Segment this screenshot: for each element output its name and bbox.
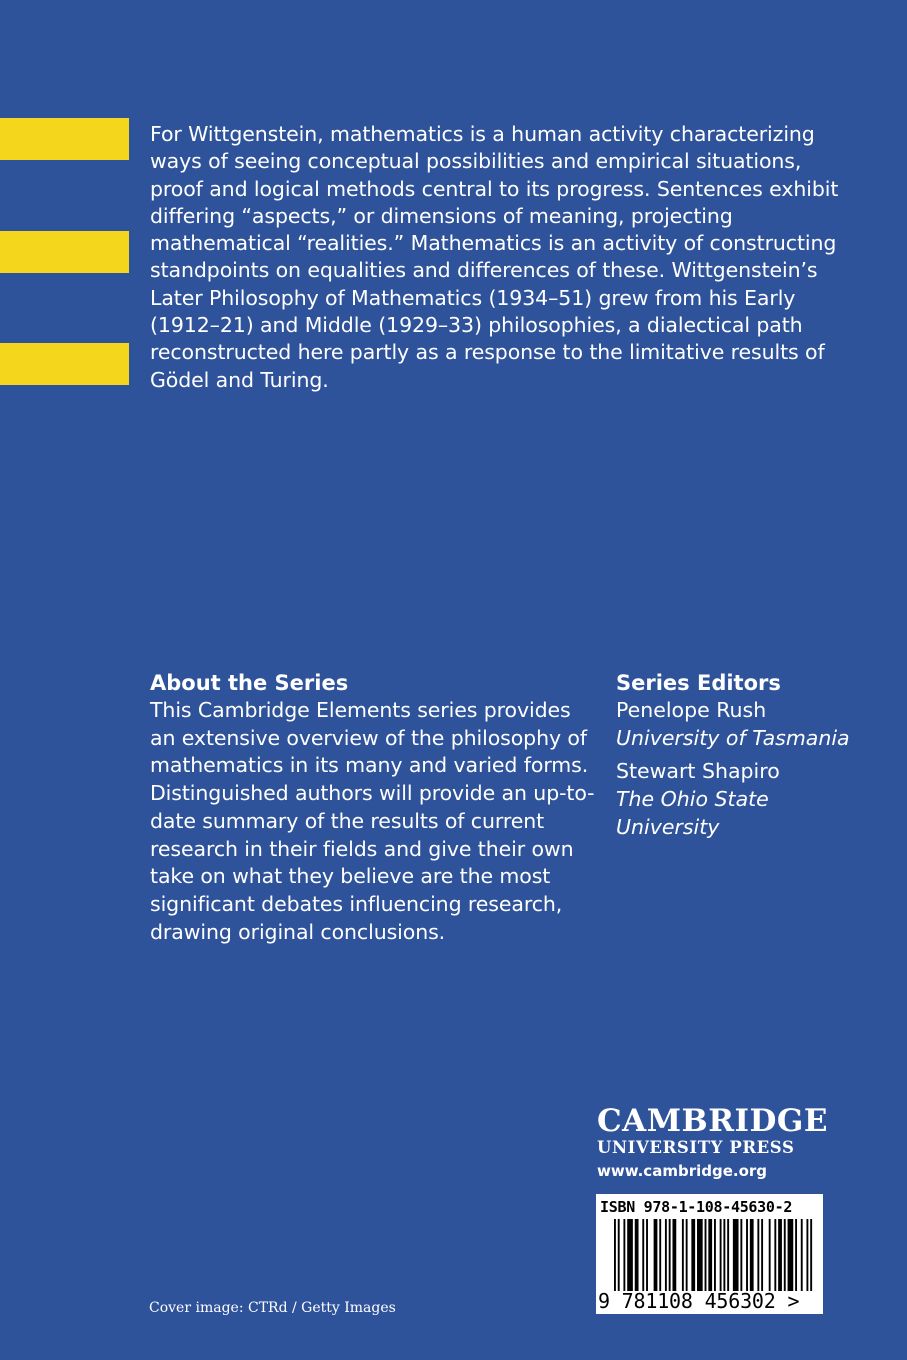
barcode-number: 9 781108 456302 > (598, 1289, 800, 1313)
barcode-bar (788, 1219, 794, 1291)
barcode-bar (720, 1219, 722, 1291)
book-blurb: For Wittgenstein, mathematics is a human activity characterizing ways of seeing conceptual possibilities and empirical situations, proof and logical methods central to its progress. Sentences exhibit differing “aspects,” or dimensions of meaning, projecting mathematical “realities.” Mathematics is an activity of constructing standpoints on equalities and differences of these. Wittgenstein’s Later Philosophy of Mathematics (1934–51) grew from his Early (1912–21) and Middle (1929–33) philosophies, a dialectical path reconstructed here partly as a response to the limitative results of Gödel and Turing. (150, 122, 839, 392)
isbn-barcode (596, 1194, 823, 1314)
cover-image-credit: Cover image: CTRd / Getty Images (149, 1300, 396, 1316)
barcode-bar (669, 1219, 671, 1291)
barcode-bar (733, 1219, 739, 1291)
about-series-text: This Cambridge Elements series provides an extensive overview of the philosophy of mathematics in its many and varied forms. Distinguished authors will provide an up-to-date summary of the results of current research in their fields and give their own take on what they believe are the most significant debates influencing research, drawing original conclusions. (150, 698, 595, 944)
barcode-bar (665, 1219, 667, 1291)
yellow-stripe-2 (0, 231, 129, 273)
barcode-bar (705, 1219, 707, 1291)
barcode-bar (654, 1219, 658, 1291)
barcode-bar (723, 1219, 725, 1291)
barcode-bar (691, 1219, 695, 1291)
barcode-bar (778, 1219, 782, 1291)
barcode-bar (806, 1219, 808, 1291)
barcode-bar (697, 1219, 703, 1291)
barcode-bar (727, 1219, 729, 1291)
barcode-bar (686, 1219, 688, 1291)
barcode-bar (761, 1219, 763, 1291)
editor-affiliation: University of Tasmania (616, 725, 850, 750)
barcode-bar (774, 1219, 776, 1291)
barcode-bar (795, 1219, 797, 1291)
editor-name: Penelope Rush (616, 698, 767, 722)
publisher-name: CAMBRIDGE (597, 1103, 828, 1139)
yellow-stripe-1 (0, 118, 129, 160)
barcode-bar (740, 1219, 742, 1291)
isbn-label: ISBN 978-1-108-45630-2 (600, 1198, 793, 1216)
barcode-bar (646, 1219, 648, 1291)
barcode-bar (672, 1219, 676, 1291)
about-series-heading: About the Series (150, 671, 349, 695)
barcode-bar (614, 1219, 616, 1291)
yellow-stripe-3 (0, 343, 129, 385)
publisher-url: www.cambridge.org (597, 1162, 768, 1180)
series-editors-section (616, 669, 856, 848)
barcode-bar (623, 1219, 625, 1291)
barcode-bar (810, 1219, 812, 1291)
barcode-bar (708, 1219, 712, 1291)
barcode-bar (635, 1219, 639, 1291)
barcode-bar (642, 1219, 644, 1291)
barcode-bar (659, 1219, 661, 1291)
barcode-bar (627, 1219, 633, 1291)
barcode-bar (746, 1219, 748, 1291)
barcode-bar (784, 1219, 786, 1291)
barcode-bar (769, 1219, 771, 1291)
barcode-bar (714, 1219, 716, 1291)
series-editors-heading: Series Editors (616, 671, 781, 695)
publisher-logo (597, 1103, 828, 1183)
barcode-bar (750, 1219, 754, 1291)
barcode-bar (682, 1219, 684, 1291)
barcode-bar (801, 1219, 803, 1291)
about-series-section (150, 669, 595, 946)
publisher-subname: UNIVERSITY PRESS (597, 1138, 795, 1157)
barcode-bar (757, 1219, 759, 1291)
editor-entry (616, 758, 856, 841)
editor-name: Stewart Shapiro (616, 759, 780, 784)
editor-entry (616, 697, 856, 752)
barcode-bars (614, 1219, 814, 1291)
editor-affiliation: The Ohio State University (616, 787, 769, 839)
barcode-bar (618, 1219, 620, 1291)
